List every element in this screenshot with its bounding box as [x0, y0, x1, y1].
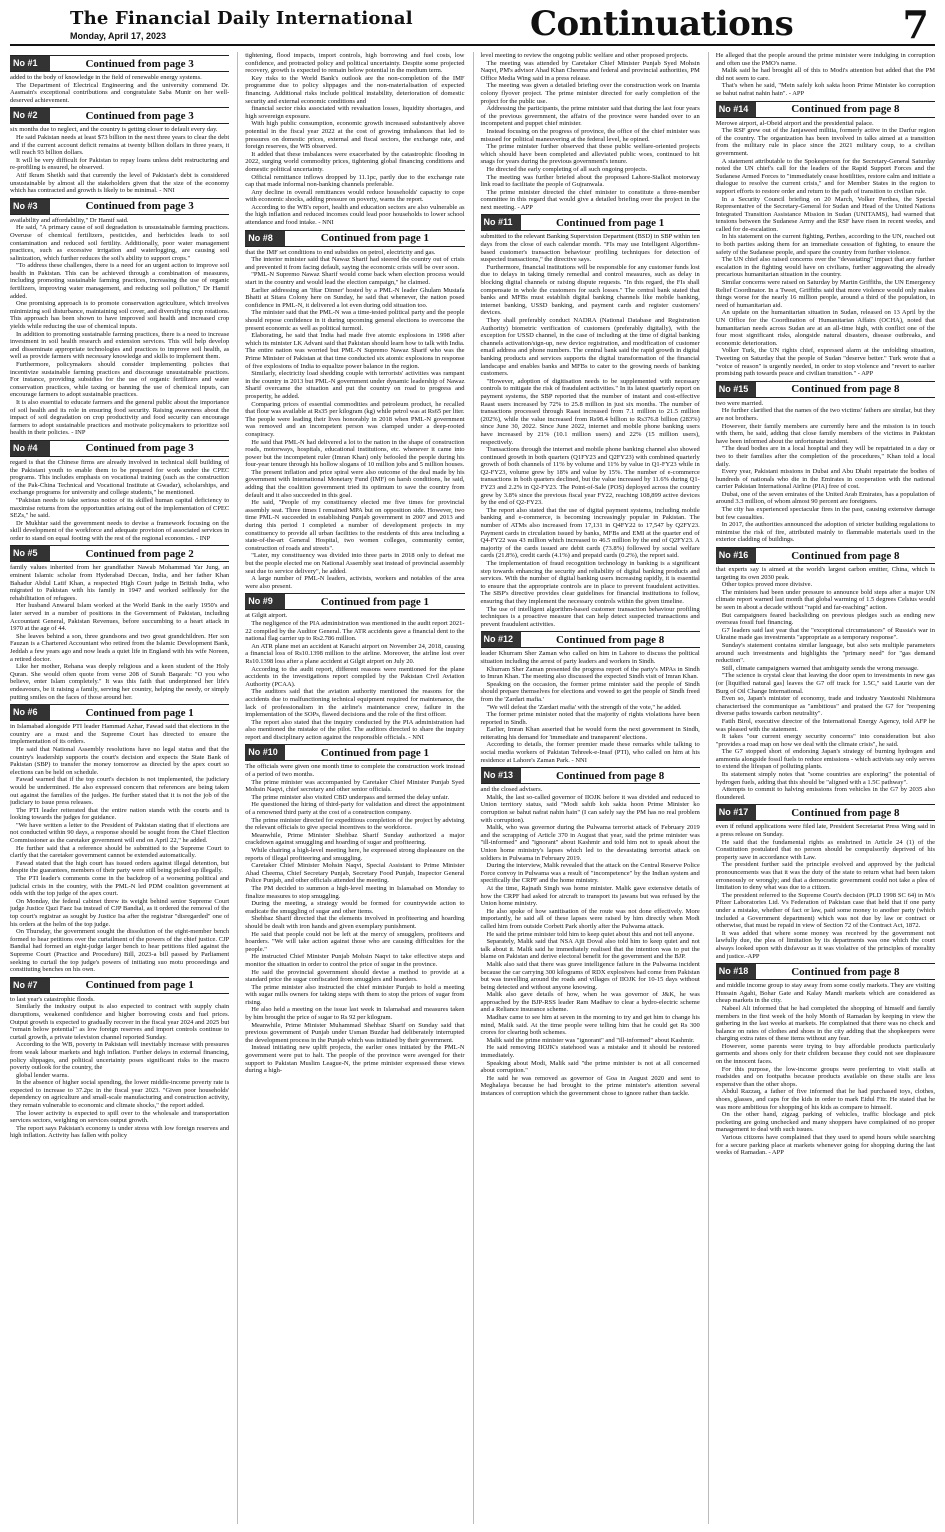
continued-from-label: Continued from page 3 — [85, 57, 194, 70]
paragraph: Shehbaz Sharif directed that the elements involved in profiteering and hoarding should be dealt with iron hands and given exemplary punishment. — [245, 915, 465, 930]
article-body — [716, 982, 935, 1157]
paragraph: Her husband Anwarul Islam worked at the World Bank in the early 1950's and later served in a number of positions in the Government of Pakistan, including Accountant General, Pakistan Revenues, before succumbing to a heart attack in 1970 at the age of 44. — [10, 602, 230, 633]
paragraph: The report also stated that the use of digital payment systems, including mobile banking and e-commerce, is becoming increasingly popular in Pakistan. The number of ATMs also increased from 17,131 in Q4FY22 to 17,547 by Q2FY23. Payment cards in circulation issued by banks, MFBs and EMI at the quarter end of Q4-FY22 was 43 million which increased to 46.5 million by the end of Q2FY23. A majority of the cards issued are debit cards (73.8%) followed by social welfare cards (21.8%), credit cards (4.1%) and prepaid cards (0.2%), the report said. — [480, 506, 700, 560]
article-number-tag: No #12 — [481, 632, 521, 647]
paragraph: The prime minister further observed that these public welfare-oriented projects which should have been completed and alleviated public woes, continued to hit snags for years during the previous government's tenure. — [480, 143, 700, 166]
paragraph: The UN chief also raised concerns over the "devastating" impact that any further escalation in the fighting would have on civilians, further aggravating the already precarious humanitarian situation in the country. — [715, 256, 935, 279]
article-body — [716, 52, 935, 98]
article — [245, 744, 464, 1074]
article-header — [716, 804, 935, 821]
article-body — [481, 52, 700, 211]
paragraph: Earlier addressing an 'Iftar Dinner' hosted by a PML-N leader Ghulam Mustafa Bhatti at Sitara Colony here on Sunday, he said that whenever, the nation posed confidence in PML-N, it delivered a lot even during odd situation too. — [245, 286, 465, 309]
paragraph: Furthermore, policymakers should consider implementing policies that incentivize sustainable farming practices and discourage unsustainable practices. For instance, providing subsidies for the use of organic fertilizers and water conservation practices, while taxing or banning the use of chemical inputs, can encourage farmers to adopt sustainable practices. — [10, 361, 230, 399]
article — [481, 52, 700, 211]
article-body — [245, 249, 464, 591]
paragraph: Malik also gave details of how, when he was governor of J&K, he was approached by the BJP-RSS leader Ram Madhav to clear a hydro-electric scheme and a Reliance insurance scheme. — [480, 991, 700, 1014]
article-number-tag: No #9 — [245, 594, 285, 609]
article — [245, 230, 464, 591]
article-header — [245, 744, 464, 761]
article-body — [10, 996, 229, 1140]
paragraph: The PTI leader's comments come in the backdrop of a worsening political and judicial crisis in the country, with the PML-N led PDM coalition government at odds with the top judge of the apex court. — [10, 875, 230, 898]
paragraph: Attempts to commit to halving emissions from vehicles in the G7 by 2035 also floundered. — [715, 786, 935, 801]
paragraph: "PML-N Supremo Nawaz Sharif would come back when election process would start in the country and would lead the election campaign," he claimed. — [245, 271, 465, 287]
continued-from-label: Continued from page 1 — [320, 746, 430, 759]
paragraph: in Islamabad alongside PTI leader Hammad Azhar, Fawad said that elections in the country are a must and the Supreme Court has directed to ensure the implementation of its orders. — [10, 723, 230, 746]
article-header — [716, 963, 935, 980]
article-header — [10, 107, 229, 124]
article-body — [10, 723, 229, 974]
article — [716, 547, 935, 801]
paragraph: regard is that the Chinese firms are already involved in technical skill building of the Pakistani youth to enable them to be prepared for work under the CPEC programs. This includes emphasis on vocational training (such as the construction of the Pak-China Technical and Vocational Institute at Gwadar), scholarships, and exchange programs for university and college students," he mentioned. — [10, 458, 230, 497]
paragraph: During the meeting, a strategy would be formed for countrywide action to eradicate the smuggling of sugar and other items. — [245, 900, 465, 915]
paragraph: At the time, Rajnath Singh was home minister. Malik gave extensive details of how the CRPF had asked for aircraft to transport its jawans but was refused by the Union home ministry. — [480, 884, 700, 908]
paragraph: "The science is crystal clear that leaving the door open to investments in new gas (or [liquified natural gas] leaves the G7 off track for 1.5C," said Laurie van der Burg of Oil Change International. — [715, 672, 935, 695]
paragraph: It will be very difficult for Pakistan to repay loans unless debt restructuring and re-profiling is ensured, he observed. — [10, 156, 230, 172]
paragraph: In a Security Council briefing on 20 March, Volker Perthes, the Special Representative of the Secretary-General for Sudan and Head of the United Nations Integrated Transition Assistance Mission in Sudan (UNITAMS), had warned that tensions between the Sudanese Army and the RSF have risen in recent weeks, and called for de-escalation. — [715, 195, 935, 233]
paragraph: "To address these challenges, there is a need for an urgent action to improve soil health in Pakistan. This can be achieved through a combination of measures, including promoting sustainable farming practices, increasing the use of organic fertilizers, improving water management, and reducing soil pollution," Dr Hamif added. — [10, 262, 230, 300]
paragraph: Malik, the last so-called governor of IIOJK before it was divided and reduced to Union territory status, said "Modi sahib koh sakta hoon Prime Minister ko corruption se bahut nafrat nahin hain" (I can safely say the PM has no real problem with corruption). — [480, 793, 700, 824]
article — [10, 704, 229, 974]
article-number-tag: No #13 — [481, 768, 521, 783]
paragraph: A statement attributable to the Spokesperson for the Secretary-General Saturday noted the UN chief's call for the leaders of the Rapid Support Forces and the Sudanese Armed Forces to "immediately cease hostilities, restore calm and initiate a dialogue to resolve the current crisis," and for Member States in the region to support efforts to restore order and return to the path of transition to civilian rule. — [715, 157, 935, 195]
paragraph: Caretaker Chief Minister Mohsin Naqvi, Special Assistant to Prime Minister Ahad Cheema, Chief Secretary Punjab, Secretary Food Punjab, Inspector General Police Punjab, and other officials attended the meeting. — [245, 862, 465, 885]
paragraph: Separately, Malik said that NSA Ajit Doval also told him to keep quiet and not talk about it. Malik said he immediately realised that the intention was to put the blame on Pakistan and derive electoral benefit for the government and the BJP. — [480, 938, 700, 961]
paragraph: Like her mother, Rehana was deeply religious and a keen student of the Holy Quran. She would often quote from verse 208 of Surah Baqarah: "O you who believe, enter Islam completely." It was this faith that underpinned her life's endeavours, be it raising a family, serving her country, helping the needy, or simply putting smiles on the faces of those around her. — [10, 663, 230, 701]
paragraph: The interior minister said that Nawaz Sharif had steered the country out of crisis and prevented it from facing default, saying the economic crisis will be over soon. — [245, 256, 465, 271]
paragraph: Speaking about Modi, Malik said "the prime minister is not at all concerned about corruption." — [480, 1059, 700, 1075]
article-number-tag: No #2 — [10, 108, 50, 123]
article-number-tag: No #17 — [716, 805, 756, 820]
article-header — [10, 55, 229, 72]
paragraph: six months due to neglect, and the country is getting closer to default every day. — [10, 126, 218, 134]
paragraph: In addition to promoting sustainable farming practices, there is a need to increase investment in soil health research and extension services. This will help develop and disseminate appropriate technologies and practices to improve soil health, as well as provide farmers with necessary knowledge and skills to implement them. — [10, 330, 230, 361]
continued-from-label: Continued from page 8 — [791, 383, 900, 396]
paragraph: The prime minister directed for expeditious completion of the project by advising the relevant officials to give special incentives to the workforce. — [245, 816, 465, 832]
article — [10, 198, 229, 437]
paragraph: She leaves behind a son, three grandsons and two great grandchildren. Her son Fauzan is a Chartered Accountant who retired from the Islamic Development Bank, Jeddah a few years ago and now leads a quiet life in England with his wife Noreen, a retired doctor. — [10, 632, 230, 663]
article-body — [716, 120, 935, 378]
continued-from-label: Continued from page 1 — [320, 232, 430, 245]
paragraph: According to details, the former premier made these remarks while talking to social media workers of Pakistan Tehreek-e-Insaf (PTI), who called on him at his residence at Lahore's Zaman Park. - NNI — [480, 741, 700, 764]
paragraph: and the closed advisers. — [480, 786, 543, 794]
paragraph: The meeting was further briefed about the proposed Lahore-Sialkot motorway link road to facilitate the people of Gujranwala. — [480, 173, 700, 189]
paragraph: Madhav came to see him at seven in the morning to try and get him to change his mind, Malik said. At the time people were telling him that he could get Rs 300 crores for clearing both schemes. — [480, 1014, 700, 1037]
paragraph: Instead focusing on the progress of province, the office of the chief minister was misused for political maneuvering at the federal level, he opined. — [480, 127, 700, 143]
paragraph: Malik also said that there was grave intelligence failure in the Pulwama incident because the car carrying 300 kilograms of RDX explosives had come from Pakistan but was travelling around the roads and villages of IIOJK for 10-15 days without being detected and without anyone knowing. — [480, 960, 700, 991]
paragraph: In the absence of higher social spending, the lower middle-income poverty rate is expected to increase to 37.2pc in the fiscal year 2023. "Given poor households' dependency on agriculture and small-scale manufacturing and construction activity, they remain vulnerable to economic and climate shocks," the report added. — [10, 1079, 230, 1110]
article-body — [10, 564, 229, 701]
continued-from-label: Continued from page 8 — [791, 965, 900, 978]
article — [481, 214, 700, 628]
paragraph: Furthermore, financial institutions will be responsible for any customer funds lost due to delays in taking timely remedial and control measures, such as delay in blocking digital channels or raising dispute requests. "In this regard, the FIs shall compensate in whole the customers for such losses." The central bank stated that banks and MFBs must establish digital banking channels like mobile banking, internet banking, USSD banking, and payment cards and register customers' devices. — [480, 263, 700, 317]
paragraph: "However, adoption of digitisation needs to be supplemented with necessary controls to mitigate the risk of fraudulent activities." In its latest quarterly report on payment systems, the SBP reported that the number of instant and cost-effective Raast users increased by 72% to 25.8 million in just six months. The number of transactions processed through Raast increased from 7.1 million to 21.5 million (202%), while the value increased from Rs98.4 billion to Rs376.8 billion (283%) since June 30, 2022. Since June 2022, internet and mobile phone banking users have increased by 21% (10.1 million users) and 22% (15 million users), respectively. — [480, 377, 700, 446]
paragraph: Volker Turk, the UN rights chief, expressed alarm at the unfolding situation, Tweeting on Saturday that the people of Sudan "deserve better." Turk wrote that a "voice of reason" is urgently needed, in order to stop violence and "revert to earlier promising path towards peace and civilian transition." - APP — [715, 347, 935, 378]
paragraph: According to the WB, poverty in Pakistan will inevitably increase with pressures from weak labour markets and high inflation. Further delays in external financing, policy slippages, and political uncertainty poses significant risks to the macro poverty outlook for the country, the — [10, 1041, 230, 1072]
paragraph: financial sector risks associated with revaluation losses, liquidity shortages, and high sovereign exposure. — [245, 105, 465, 120]
paragraph: According to the WB's report, health and education sectors are also vulnerable as the high inflation and reduced incomes could lead poor households to lower school attendance and food intake. - NNI — [245, 203, 465, 227]
continued-from-label: Continued from page 3 — [85, 109, 194, 122]
paragraph: The auditors said that the aviation authority mentioned the reasons for the accidents due to malfunctioning technical equipment required for maintenance, the lack of professionalism in the airline's maintenance crew, failure in the implementation of the SOPs, flawed decisions and the role of the first officer. — [245, 688, 465, 719]
article-number-tag: No #15 — [716, 382, 756, 397]
paragraph: The implementation of fraud recognition technology in banking is a significant step towards enhancing the security and reliability of digital banking products and services. With the number of digital banking users increasing rapidly, it is essential to ensure that the appropriate controls are in place to prevent fraudulent activities. The SBP's directive provides clear guidelines for financial institutions to follow, ensuring that they implement the necessary controls within the given timeline. — [480, 560, 700, 605]
continued-from-label: Continued from page 1 — [555, 216, 665, 229]
paragraph: It added that these imbalances were exacerbated by the catastrophic flooding in 2022, surging world commodity prices, tightening global financing conditions and domestic political uncertainty. — [245, 150, 465, 173]
paragraph: The president referred to the Supreme Court's decision (PLD 1998 SC 64) in M/s Pfizer Laboratories Ltd. Vs Federation of Pakistan case that held that if one party under a mistake, whether of fact or law, paid some money to another party (which included a Government department) which was not due by law or contract or otherwise, that must be repaid in view of Section 72 of the Contract Act, 1872. — [715, 891, 935, 930]
article-number-tag: No #4 — [10, 441, 50, 456]
paragraph: The use of intelligent algorithm-based customer transaction behaviour profiling techniques is a proactive measure that can help detect suspected transactions and prevent fraudulent activities. — [480, 605, 700, 628]
article-header — [10, 704, 229, 721]
continued-from-label: Continued from page 1 — [320, 595, 430, 608]
paragraph: "The dead bodies are in a local hospital and they will be repatriated in a day or two to their families after the completion of the procedures," Khan told a local daily. — [715, 445, 935, 468]
paragraph: Atif Ikram Sheikh said that currently the level of Pakistan's debt is considered unsustainable by almost all the stakeholders given that the size of the economy which has contracted and growth is likely to be minimal. - NNI — [10, 171, 230, 195]
paragraph: He questioned the hiring of third-party for validation and direct the appointment of a renowned third party at the cost of a construction company. — [245, 801, 465, 817]
article-body — [245, 612, 464, 741]
paragraph: He said, "People of my constituency elected me five times for provincial assembly seat. Three times I remained MPA but on opposition side. However, two time PML-N succeeded in establishing Punjab government in 2007 and 2013 and during this period I completed a number of development projects in my constituency to provide all urban facilities to the residents of this area including a state-of-the-art General Hospital, two women colleges, community center, construction of roads and streets". — [245, 499, 465, 552]
paragraph: He said that people could not be left at the mercy of smugglers, profiteers and hoarders. "We will take action against those who are causing difficulties for the people." — [245, 930, 465, 953]
paragraph: He also held a meeting on the issue last week in Islamabad and measures taken by him brought the price of sugar to Rs 92 per kilogram. — [245, 1006, 465, 1022]
paragraph: On the other hand, zigzag parking of vehicles, traffic blockage and pick pocketing are going unchecked and many shoppers have complained of no proper management to deal with such issues. — [715, 1111, 935, 1134]
article — [716, 52, 935, 98]
paragraph: The meeting was given a detailed briefing over the construction work on Inamia colony flyover project. The prime minister directed for early completion of the project for the public use. — [480, 82, 700, 105]
paragraph: He said, "A primary cause of soil degradation is unsustainable farming practices. Overuse of chemical fertilizers, pesticides, and herbicides leads to soil contamination and reduced soil fertility. Additionally, poor water management practices, such as excessive irrigation and waterlogging, are causing soil salinization, which further reduces the soil's ability to support crops." — [10, 224, 230, 262]
paragraph: Even so, Japan's minister of economy, trade and industry Yasutoshi Nishimura characterised the communique as "ambitious" and praised the G7 for "reopening diverse paths towards carbon neutrality". — [715, 695, 935, 718]
paragraph: But campaigners feared backsliding on previous pledges such as ending new overseas fossil fuel financing. — [715, 611, 935, 627]
paragraph: It takes "our current energy security concerns" into consideration but also "provides a road map on how we deal with the climate crisis", he said. — [715, 733, 935, 748]
article-body — [10, 217, 229, 437]
paragraph: two were married. — [715, 399, 764, 407]
paragraph: He said removing IIOJK's statehood was a mistake and it should be restored immediately. — [480, 1044, 700, 1060]
masthead — [10, 4, 935, 46]
paragraph: The officials were given one month time to complete the construction work instead of a period of two months. — [245, 763, 465, 779]
article-body — [245, 763, 464, 1074]
paragraph: With high public consumption, economic growth increased substantively above potential in the fiscal year 2022 at the cost of growing imbalances that led to pressures on domestic prices, external and fiscal sectors, the exchange rate, and foreign reserves, the WB observed. — [245, 120, 465, 151]
column-4 — [708, 52, 935, 1524]
continued-from-label: Continued from page 8 — [555, 633, 665, 646]
paragraph: The report says Pakistan's economy is under stress with low foreign reserves and high inflation. Activity has fallen with policy — [10, 1124, 230, 1140]
article-header — [481, 767, 700, 784]
paragraph: The prime minister directed the chief minister to constitute a three-member committee in this regard that would give a detailed briefing over the project in the next meeting. - APP — [480, 188, 700, 211]
paragraph: In 2017, the authorities announced the adoption of stricter building regulations to minimise the risk of fire, attributed mainly to flammable materials used in the exterior cladding of buildings. — [715, 521, 935, 544]
article-number-tag: No #6 — [10, 705, 50, 720]
article — [10, 55, 229, 104]
article-number-tag: No #3 — [10, 199, 50, 214]
continued-from-label: Continued from page 3 — [85, 442, 194, 455]
article-header — [245, 230, 464, 247]
paragraph: The prime minister also instructed the chief minister Punjab to hold a meeting with sugar mills owners for taking steps with them to stop the prices of sugar from rising. — [245, 983, 465, 1006]
paragraph: He said that National Assembly resolutions have no legal status and that the country's leadership supports the court's decision and expects the State Bank of Pakistan (SBP) to transfer the money tomorrow as directed by the apex court so elections can be held on schedule. — [10, 745, 230, 776]
article-body — [10, 459, 229, 543]
article — [716, 963, 935, 1157]
article — [10, 545, 229, 701]
paragraph: The president further said the principle evolved and approved by the judicial pronouncements was that it was the duty of the state to return what had been taken erroneously or wrongly; and that a democratic government could not take a plea of limitation to deny what was due to a citizen. — [715, 861, 935, 892]
paragraph: He said that the fundamental rights as enshrined in Article 24 (1) of the Constitution postulated that no person should be compulsorily deprived of his property save in accordance with Law. — [715, 838, 935, 861]
paragraph: The present inflation and price spiral were also outcome of the deal made by his government with International Monetary Fund (IMF) on harsh conditions, he said, adding that the coalition government tried its optimum to save the country from default and it also succeeded in this goal. — [245, 468, 465, 499]
paragraph: Malik said the prime minister was "ignorant" and "ill-informed" about Kashmir. — [486, 1036, 695, 1044]
article — [481, 631, 700, 764]
paragraph: and middle income group to stay away from some costly markets. They are visiting Hussain Agahi, Bohar Gate and Kalay Mandi markets which are considered as cheap markets in the city. — [715, 982, 935, 1005]
paragraph: The city has experienced spectacular fires in the past, causing extensive damage but few casualties. — [715, 506, 935, 521]
paragraph: "Pakistan needs to take serious notice of its skilled human capital deficiency to maximise returns from the opportunities arising out of the implementation of CPEC SEZs," he said. — [10, 496, 230, 520]
paragraph: Its statement simply notes that "some countries are exploring" the potential of hydrogen fuels, adding that this should be "aligned with a 1.5C pathway". — [715, 771, 935, 786]
paragraph: Fatih Birol, executive director of the International Energy Agency, told AFP he was pleased with the statement. — [715, 717, 935, 733]
article-number-tag: No #11 — [481, 215, 521, 230]
paragraph: The PM decided to summon a high-level meeting in Islamabad on Monday to finalize measures to stop smuggling. — [245, 884, 465, 900]
paragraph: "We will defeat the 'Zardari mafia' with the strength of the vote," he added. — [486, 703, 682, 711]
paragraph: However, some parents were trying to buy affordable products particularly garments and shoes only for their children because they could not see displeasure on the innocent faces. — [715, 1042, 935, 1066]
paragraph: He alleged that the people around the prime minister were indulging in corruption and often use the PMO's name. — [715, 52, 935, 67]
paragraph: He said Pakistan needs at least $73 billion in the next three years to clear the debt and if the current account deficit remains at twenty billion dollars in three years, it will reach 93 billion dollars. — [10, 133, 230, 157]
paragraph: Any decline in overall remittances would reduce households' capacity to cope with economic shocks, adding pressure on poverty, warns the report. — [245, 188, 465, 204]
paragraph: He also spoke of how sanitisation of the route was not done effectively. More importantly, he said all of these lapses were raised by him directly when Modi called him from outside Corbett Park shortly after the Pulwama attack. — [480, 907, 700, 930]
paragraph: Key risks to the World Bank's outlook are the non-completion of the IMF programme due to policy slippages and the non-materialisation of expected financing. Additional risks include political instability, deterioration of domestic security and external economic conditions and — [245, 74, 465, 105]
issue-date: Monday, April 17, 2023 — [70, 31, 167, 41]
article-body — [716, 400, 935, 544]
article-number-tag: No #7 — [10, 978, 50, 993]
paragraph: Fawad stated that the high court has issued orders against illegal detention, but despite the guarantees, members of their party were still being picked up illegally. — [10, 859, 230, 875]
continued-from-label: Continued from page 3 — [85, 200, 194, 213]
paragraph: "Later, my constituency was divided into three parts in 2018 only to defeat me but the people elected me on National Assembly seat instead of provincial assembly seat due to service delivery", he added. — [245, 552, 465, 575]
continued-from-label: Continued from page 1 — [85, 706, 194, 719]
article-number-tag: No #8 — [245, 231, 285, 246]
paragraph: level meeting to review the ongoing public welfare and other proposed projects. — [480, 52, 689, 59]
paragraph: Merowe airport, al-Obeid airport and the presidential palace. — [715, 119, 874, 127]
section-title: Continuations — [530, 4, 794, 44]
article-header — [716, 547, 935, 564]
paragraph: He further said that a reference should be submitted to the Supreme Court to clarify that the caretaker government cannot be extended automatically. — [10, 844, 230, 860]
paragraph: Various citizens have complained that they used to spend hours while searching for a secure parking place at markets whenever going for shopping during the last weeks of Ramadan. - APP — [715, 1134, 935, 1157]
paragraph: The prime minister was accompanied by Caretaker Chief Minister Punjab Syed Mohsin Naqvi, chief secretary and other senior officials. — [245, 778, 465, 794]
paragraph: Dr Mukhtar said the government needs to devise a framework focusing on the skill development of the workforce and adequate provision of associated services in order to stand on equal footing with the rest of the regional economies. - INP — [10, 519, 230, 542]
paragraph: submitted to the relevant Banking Supervision Department (BSD) in SBP within ten days from the close of each calendar month. "FIs may use Intelligent Algorithm-based customer's transaction behaviour profiling techniques for detection of suspected transactions," the directive says. — [480, 233, 700, 264]
paragraph: He directed the early completing of all such ongoing projects. — [486, 165, 648, 173]
continued-from-label: Continued from page 8 — [791, 103, 900, 116]
paragraph: On Monday, the federal cabinet threw its weight behind senior Supreme Court judge Justice Qazi Faez Isa instead of CJP Bandial, as it ordered the removal of the top court's registrar as sought by Justice Isa after the registrar "disregarded" one of his orders at the helm of the top judge. — [10, 897, 230, 928]
paragraph: The Department of Electrical Engineering and the university commend Dr. Aasmain's exceptional contributions and congratulate Saba Munir on her well-deserved achievement. — [10, 81, 230, 104]
paragraph: Elaborating, he said that India had made five atomic explosions in 1998 after which its minister LK Advani said that Pakistan should learn how to talk with India. The entire nation was worried but PML-N Supremo Nawaz Sharif who was the Prime Minister of Pakistan at that time conducted six atomic explosions in response of five explosions of India to equalize power balance in the region. — [245, 332, 465, 370]
paragraph: Fawad warned that if the top court's decision is not implemented, the judiciary would be undermined. He also expressed concern that references are being taken out against the families of the judges. He further stated that it is not the job of the judiciary to issue press releases. — [10, 776, 230, 807]
paragraph: Speaking on the occasion, the former prime minister said the people of Sindh should prepare themselves for elections and vowed to get the people of Sindh freed from the 'Zardari mafia.' — [480, 680, 700, 703]
paragraph: availability and affordability," Dr Hamif said. — [10, 216, 129, 224]
paragraph: Malik said he had brought all of this to Modi's attention but added that the PM did not seem to care. — [715, 67, 935, 82]
paragraph: Transactions through the internet and mobile phone banking channel also showed continued growth in both quarters (Q1FY23 and Q2FY23) with combined quarterly growth of both channels of 11% by volume and 11% by value in Q1-FY23 while in Q2-FY23, volume grew by 18% and value by 15%. The number of e-commerce transactions in both quarters declined, but the value increased by 11.6% during Q1-FY23 and 2.2% in Q2-FY23. The Point-of-Sale (POS) deployed across the country grew by 3.8% since the previous fiscal year FY22, reaching 108,899 active devices by the end of Q2-FY23. — [480, 446, 700, 507]
article — [716, 381, 935, 544]
paragraph: Every year, Pakistani missions in Dubai and Abu Dhabi repatriate the bodies of hundreds of nationals who die in the Emirates in cooperation with the national carrier Pakistan International Airline (PIA) free of cost. — [715, 468, 935, 491]
paragraph: Similarly the industry output is also expected to contract with supply chain disruptions, weakened confidence and higher borrowing costs and fuel prices. Output growth is expected to gradually recover in the fiscal year 2024 and 2025 but "remain below potential" as low foreign reserves and import controls continue to curtail growth, a private television channel reported Sunday. — [10, 1003, 230, 1041]
continued-from-label: Continued from page 8 — [555, 769, 665, 782]
paragraph: The negligence of the PIA administration was mentioned in the audit report 2021-22 compiled by the Auditor General. The ATR accidents gave a financial dent to the national flag carrier up to Rs2.786 million. — [245, 619, 465, 643]
paragraph: The former prime minister noted that the majority of rights violations have been reported in Sindh. — [480, 711, 700, 726]
paragraph: global lender warns. — [16, 1071, 69, 1079]
paragraph: The PTI leader reiterated that the entire nation stands with the courts and is looking towards the judges for guidance. — [10, 806, 230, 822]
paragraph: Meanwhile, Prime Minister Shehbaz Sharif Sunday authorized a major crackdown against smuggling and hoarding of sugar and profiteering. — [245, 831, 465, 847]
paragraph: even if refund applications were filed late, President Secretariat Press Wing said in a press release on Sunday. — [715, 823, 935, 839]
paragraph: Still, climate campaigners warned that ambiguity sends the wrong message. — [721, 664, 919, 672]
paragraph: In his statement on the current fighting, Perthes, according to the UN, reached out to both parties asking them for an immediate cessation of fighting, to ensure the safety of the Sudanese people, and spare the country from further violence. — [715, 233, 935, 256]
column-1 — [10, 52, 229, 1524]
article — [716, 101, 935, 378]
article — [245, 593, 464, 741]
paragraph: Comparing prices of essential commodities and petroleum product, he recalled that flour was available at Rs35 per kilogram (kg) while petrol was at Rs65 per liter. The people were leading their lives honorably in 2018 when PML-N government was removed and an incompetent person was clamped under a deep-rooted conspiracy. — [245, 400, 465, 438]
article — [716, 804, 935, 960]
article-body — [481, 233, 700, 628]
paragraph: That's when he said, "Mein safely koh sakta hoon Prime Minister ko corruption se bahut nafrat nahin hain". - APP — [715, 82, 935, 97]
article-header — [10, 440, 229, 457]
paragraph: The report also stated that the inquiry conducted by the PIA administration had also mentioned the mistake of the pilot. The auditors directed to share the inquiry report and disciplinary action against the responsible officials. - NNI — [245, 718, 465, 741]
article-header — [10, 977, 229, 994]
article-body — [716, 823, 935, 960]
article-header — [716, 381, 935, 398]
paragraph: Dubai, one of the seven emirates of the United Arab Emirates, has a population of around 3.3 million, of whom almost 90 percent are foreigners. — [715, 490, 935, 506]
article-columns — [10, 52, 935, 1524]
article — [10, 440, 229, 543]
paragraph: The meeting was attended by Caretaker Chief Minister Punjab Syed Mohsin Naqvi, PM's advisor Ahad Khan Cheema and federal and provincial authorities, PM Office Media Wing said in a press release. — [480, 59, 700, 82]
article-body — [10, 126, 229, 194]
article-number-tag: No #16 — [716, 548, 756, 563]
paragraph: A large number of PML-N leaders, activists, workers and notables of the area were also present. — [245, 575, 465, 590]
article-body — [481, 786, 700, 1097]
article — [10, 977, 229, 1140]
paragraph: Official remittance inflows dropped by 11.1pc, partly due to the exchange rate cap that made informal non-banking channels preferable. — [245, 173, 465, 189]
article-number-tag: No #5 — [10, 546, 50, 561]
paragraph: to last year's catastrophic floods. — [10, 995, 95, 1003]
column-3 — [473, 52, 700, 1524]
paragraph: It is also essential to educate farmers and the general public about the importance of soil health and its role in ensuring food security. Raising awareness about the impact of soil degradation on crop productivity and food security can encourage farmers to adopt sustainable practices and motivate policymakers to prioritize soil health in their policies. - INP — [10, 398, 230, 437]
page-number: 7 — [902, 2, 929, 47]
paragraph: The ministers had been under pressure to announce bold steps after a major UN climate report warned last month that global warming of 1.5 degrees Celsius would be seen in about a decade without "rapid and far-reaching" action. — [715, 588, 935, 611]
paragraph: Sunday's statement contains similar language, but also sets multiple parameters around such investments and highlights the "primary need" for "gas demand reduction". — [715, 641, 935, 665]
paragraph: Addressing the participants, the prime minister said that during the last four years of the previous government, the affairs of the province were handed over to an incompetent and puppet chief minister. — [480, 105, 700, 128]
paragraph: He said the prime minister told him to keep quiet about this and not tell anyone. — [486, 930, 695, 938]
article-body — [245, 52, 464, 227]
paragraph: One promising approach is to promote conservation agriculture, which involves minimizing soil disturbance, maintaining soil cover, and diversifying crop rotations. This approach has been shown to have improved soil health and increased crop yields while reducing the use of chemical inputs. — [10, 300, 230, 331]
continued-from-label: Continued from page 1 — [85, 979, 194, 992]
article — [10, 107, 229, 194]
continued-from-label: Continued from page 2 — [85, 547, 194, 560]
paragraph: For this purpose, the low-income groups were preferring to visit stalls at roadsides and on footpaths because products available on these stalls are less expensive than the other shops. — [715, 1065, 935, 1088]
paragraph: at Gilgit airport. — [245, 612, 288, 620]
paragraph: Khurram Sher Zaman presented the progress report of the party's MPAs in Sindh to Imran Khan. The meeting also discussed the expected Sindh visit of Imran Khan. — [480, 665, 700, 681]
paragraph: However, their family members are currently here and the mission is in touch with them, he said, adding that close family members of the victims in Pakistan have been informed about the unfortunate incident. — [715, 422, 935, 445]
paragraph: tightening, flood impacts, import controls, high borrowing and fuel costs, low confidence, and protracted policy and political uncertainty. Despite some projected recovery, growth is expected to remain below potential in the medium term. — [245, 52, 465, 75]
paragraph: The lower activity is expected to spill over to the wholesale and transportation services sectors, weighing on services output growth. — [10, 1109, 230, 1125]
paragraph: Other topics proved more divisive. — [721, 581, 813, 589]
paragraph: Abdul Razzaq, a father of five informed that he had purchased toys, clothes, shoes, glasses, and caps for the kids in order to mark Eidul Fitr. He stated that he was more ambitious for shopping of his kids as compare to himself. — [715, 1088, 935, 1111]
column-2 — [237, 52, 464, 1524]
article-header — [481, 631, 700, 648]
paragraph: "We have written a letter to the President of Pakistan stating that if elections are not conducted within 90 days, a response should be sought from the Chief Election Commissioner as the caretaker government will end on April 22," he added. — [10, 821, 230, 845]
article-header — [245, 593, 464, 610]
paragraph: Similarly, electricity load shedding couple with terrorists' activities was rampant in the country in 2013 but PML-N government under dynamic leadership of Nawaz Sharif overcame the situation and put the country on road to progress and prosperity, he added. — [245, 370, 465, 400]
paragraph: He further clarified that the names of the two victims' fathers are similar, but they are not brothers. — [715, 407, 935, 422]
article-body — [481, 650, 700, 764]
paragraph: Similar concerns were raised on Saturday by Martin Griffiths, the UN Emergency Relief Coordinator. In a Tweet, Griffiths said that more violence would only makes things worse for the nearly 16 million people, around a third of the population, in need of humanitarian aid. — [715, 279, 935, 309]
paper-name: The Financial Daily International — [70, 8, 413, 29]
article-number-tag: No #1 — [10, 56, 50, 71]
paragraph: An ATR plane met an accident at Karachi airport on November 24, 2018, causing a financial loss of Rs10.1398 million to the airline. Moreover, the airline lost over Rs10.1398 loss after a plane accident at Gilgit airport on July 20. — [245, 642, 465, 665]
article-header — [10, 545, 229, 562]
article-number-tag: No #10 — [245, 745, 285, 760]
paragraph: family values inherited from her grandfather Nawab Mohammad Yar Jung, an eminent Islamic scholar from Hyderabad Deccan, India, and her father Khan Bahadur Abdul Latif Khan, a respected High Court judge in British India, who migrated to Pakistan with his family in 1947 and worked selflessly for the rehabilitation of refugees. — [10, 564, 230, 602]
paragraph: that experts say is aimed at the world's largest carbon emitter, China, which is targeting its own 2030 peak. — [715, 566, 935, 581]
paragraph: G7 leaders said last year that the "exceptional circumstances" of Russia's war in Ukraine made gas investments "appropriate as a temporary response". — [715, 626, 935, 642]
paragraph: He said that PML-N had delivered a lot to the nation in the shape of construction roads, motorways, hospitals, educational institutions, etc. whenever it came into power but the incompetent ruler (Imran Khan) only befooled the people during his four-year tenure through his hollow slogans of 10 million jobs and 5 million houses. — [245, 438, 465, 469]
paragraph: According to the audit report, different reasons were mentioned for the plane accidents in the investigations report compiled by the Pakistan Civil Aviation Authority (PCAA). — [245, 665, 465, 688]
paragraph: that the IMF set conditions to end subsidies on petrol, electricity and gas. — [245, 248, 436, 256]
paragraph: He said he was removed as governor of Goa in August 2020 and sent to Meghalaya because he had brought to the prime minister's attention several instances of corruption which the government chose to ignore rather than tackle. — [480, 1074, 700, 1097]
paragraph: The G7 stopped short of endorsing Japan's strategy of burning hydrogen and ammonia alongside fossil fuels to reduce emissions - which activists say only serves to extend the lifespan of polluting plants. — [715, 748, 935, 771]
article — [245, 52, 464, 227]
paragraph: They shall preferably conduct NADRA (National Database and Registration Authority) biometric verification of customers (preferably digitally), with the exception for USSD channel, in the case of including at the time of digital banking channels activation/sign-up, new device registration, and modification of customer email address and phone numbers. The central bank said the rapid growth in digital banking products and services supports the digital transformation of the financial landscape and enables banks and MFBs to cater to the growing needs of banking customers. — [480, 317, 700, 378]
paragraph: Instead initiating new uplift projects, the earlier ones initiated by the PML-N government were put to halt. The people of the province were avenged for their support to Pakistan Muslim League-N, the prime minister expressed these views during a high- — [245, 1044, 465, 1075]
article — [481, 767, 700, 1097]
paragraph: On Thursday, the government sought the dissolution of the eight-member bench formed to hear petitions over the curtailment of the powers of the chief justice. CJP Bandial had formed an eight-judge larger bench to hear petitions filed against the Supreme Court (Practice and Procedure) Bill, 2023-a bill passed by Parliament seeking to curtail the top judge's powers of initiating suo motu proceedings and constituting benches on his own. — [10, 928, 230, 974]
paragraph: Nabeel Ali informed that he had completed the shopping of himself and family members in the first week of the holy Month of Ramadan by keeping in view the gathering in the last weeks at markets. He complained that there was no check and balance on rates of clothes and shoes in the city adding that the shopkeepers were charging extra rates of these items without any fear. — [715, 1004, 935, 1043]
paragraph: The RSF grew out of the Janjaweed militia, formerly active in the Darfur region of the country. The organization has been involved in talks aimed at a transition from the military rule in place since the 2021 military coup, to a civilian government. — [715, 127, 935, 157]
paragraph: While chairing a high-level meeting here, he expressed strong displeasure on the reports of illegal profiteering and smuggling. — [245, 847, 465, 862]
article-header — [10, 198, 229, 215]
paragraph: The minister said that the PML-N was a time-tested political party and the people should repose confidence in it during upcoming general elections to overcome the present economic as well as political turmoil. — [245, 309, 465, 332]
paragraph: added to the body of knowledge in the field of renewable energy systems. — [10, 74, 202, 81]
paragraph: He instructed Chief Minister Punjab Mohsin Naqvi to take effective steps and monitor the situation in order to control the price of sugar in the province. — [245, 953, 465, 968]
paragraph: Earlier, Imran Khan asserted that he would form the next government in Sindh, reiterating his demand for 'immediate and transparent' elections. — [480, 726, 700, 741]
paragraph: leader Khurram Sher Zaman who called on him in Lahore to discuss the political situation including the arrest of party leaders and workers in Sindh. — [480, 650, 700, 665]
paragraph: He said the provincial government should devise a method to provide at a standard price the sugar confiscated from smugglers and hoarders. — [245, 968, 465, 984]
article-number-tag: No #18 — [716, 964, 756, 979]
continued-from-label: Continued from page 8 — [791, 549, 900, 562]
article-body — [10, 74, 229, 104]
article-body — [716, 566, 935, 801]
paragraph: An update on the humanitarian situation in Sudan, released on 13 April by the UN Office for the Coordination of Humanitarian Affairs (OCHA), noted that humanitarian needs across Sudan are at an all-time high, with conflict one of the four most significant risks, alongside natural disasters, disease outbreaks, and economic deterioration. — [715, 309, 935, 347]
paragraph: Meanwhile, Prime Minister Muhammad Shehbaz Sharif on Sunday said that previous government of Punjab under Usman Buzdar had deliberately interrupted the development process in the Punjab which was initiated by their government. — [245, 1021, 465, 1044]
article-header — [716, 101, 935, 118]
paragraph: It was added that where some money was received by the government not lawfully due, the plea of limitation by its departments was one which the court always looked upon with disfavour as it was violative of the principles of morality and justice.-APP — [715, 929, 935, 960]
paragraph: Malik, who was governor during the Pulwama terrorist attack of February 2019 and the scrapping of Article 370 in August that year, said the prime minister was "ill-informed" and "ignorant" about Kashmir and told him not to speak about the Union home ministry's lapses which led to the devastating terrorist attack on soldiers in Pulwama in February 2019. — [480, 824, 700, 862]
continued-from-label: Continued from page 8 — [791, 806, 900, 819]
article-header — [481, 214, 700, 231]
article-number-tag: No #14 — [716, 102, 756, 117]
paragraph: During the interview, Malik revealed that the attack on the Central Reserve Police Force convoy in Pulwama was a result of "incompetence" by the Indian system and specifically the CRPF and the home ministry. — [480, 862, 700, 885]
paragraph: The prime minister also visited CBD underpass and termed the delay unfair. — [251, 793, 450, 801]
